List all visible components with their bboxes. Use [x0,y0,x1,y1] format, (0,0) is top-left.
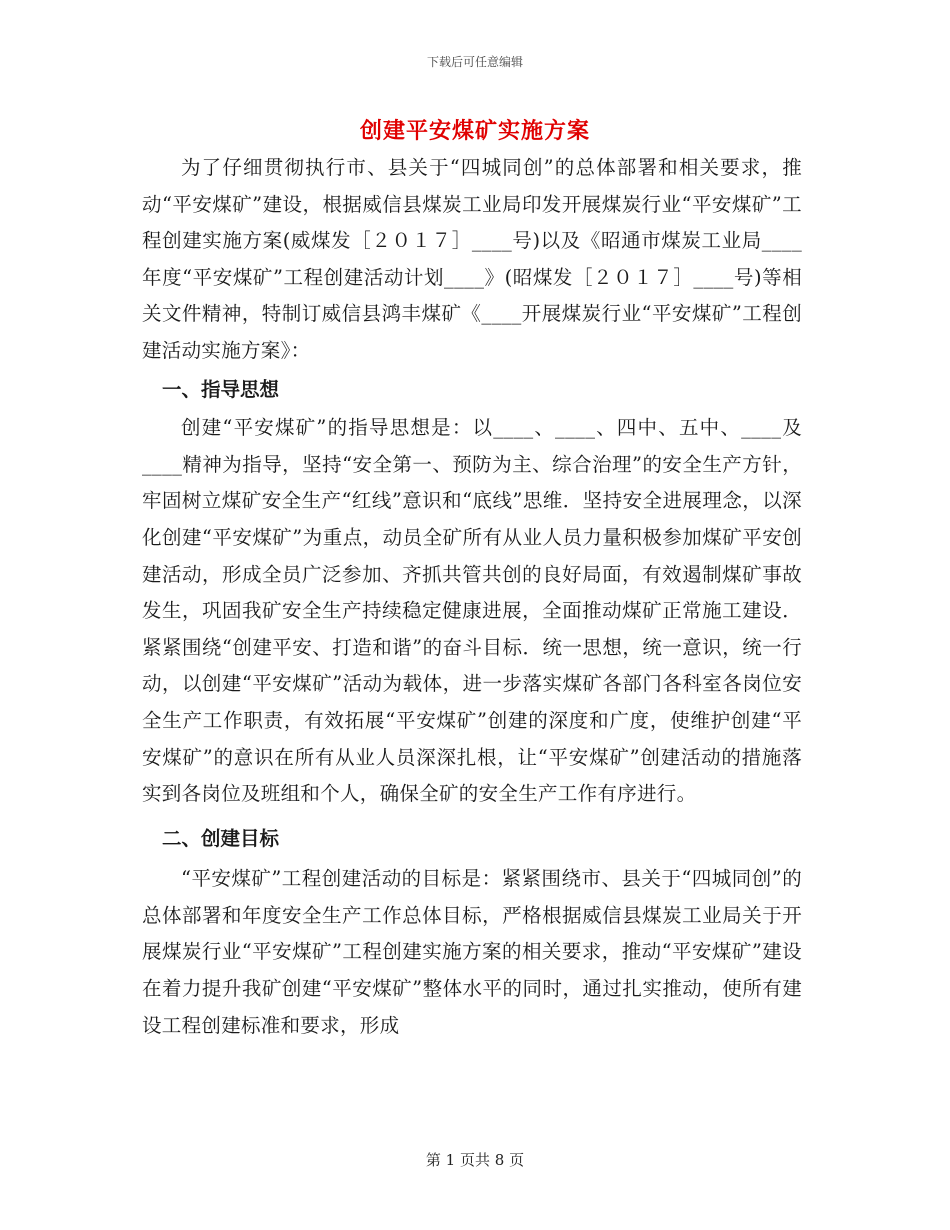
document-body [142,150,802,1044]
section-paragraph-guiding-thought: 创建“平安煤矿”的指导思想是：以____、____、四中、五中、____及____精神为指导，坚持“安全第一、预防为主、综合治理”的安全生产方针，牢固树立煤矿安全生产“红线”意识和“底线”思维．坚持安全进展理念，以深化创建“平安煤矿”为重点，动员全矿所有从业人员力量积极参加煤矿平安创建活动，形成全员广泛参加、齐抓共管共创的良好局面，有效遏制煤矿事故发生，巩固我矿安全生产持续稳定健康进展，全面推动煤矿正常施工建设．紧紧围绕“创建平安、打造和谐”的奋斗目标．统一思想，统一意识，统一行动，以创建“平安煤矿”活动为载体，进一步落实煤矿各部门各科室各岗位安全生产工作职责，有效拓展“平安煤矿”创建的深度和广度，使维护创建“平安煤矿”的意识在所有从业人员深深扎根，让“平安煤矿”创建活动的措施落实到各岗位及班组和个人，确保全矿的安全生产工作有序进行。 [142,416,802,806]
section-heading-guiding-thought: 一、指导思想 [162,377,280,401]
document-title: 创建平安煤矿实施方案 [359,119,590,144]
page-number: 第 1 页共 8 页 [425,1151,525,1169]
header-note: 下载后可任意编辑 [426,55,523,69]
section-paragraph-goals: “平安煤矿”工程创建活动的目标是：紧紧围绕市、县关于“四城同创”的总体部署和年度安全生产工作总体目标，严格根据威信县煤炭工业局关于开展煤炭行业“平安煤矿”工程创建实施方案的相关要求，推动“平安煤矿”建设在着力提升我矿创建“平安煤矿”整体水平的同时，通过扎实推动，使所有建设工程创建标准和要求，形成 [142,867,802,1037]
section-heading-goals: 二、创建目标 [162,826,280,850]
intro-paragraph: 为了仔细贯彻执行市、县关于“四城同创”的总体部署和相关要求，推动“平安煤矿”建设，根据威信县煤炭工业局印发开展煤炭行业“平安煤矿”工程创建实施方案(威煤发［２０１７］____号)以及《昭通市煤炭工业局____年度“平安煤矿”工程创建活动计划____》(昭煤发［２０１７］____号)等相关文件精神，特制订威信县鸿丰煤矿《____开展煤炭行业“平安煤矿”工程创建活动实施方案》： [142,156,802,362]
